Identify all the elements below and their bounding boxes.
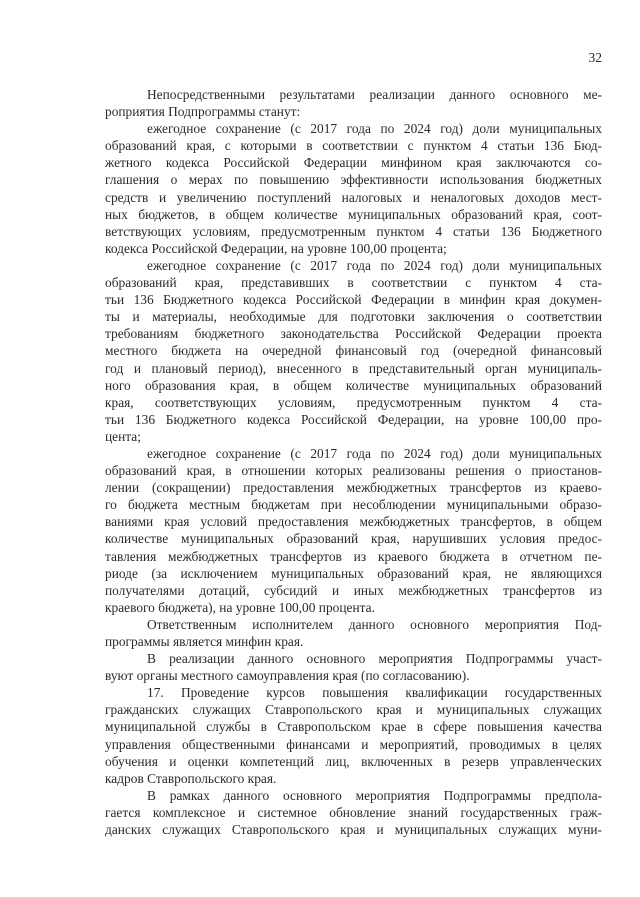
text-line: 17. Проведение курсов повышения квалификации государственных <box>147 685 602 701</box>
text-line: тьи 136 Бюджетного кодекса Российской Федерации, на уровне 100,00 про- <box>105 411 602 427</box>
text-line: цента; <box>105 428 141 444</box>
text-line: управления общественными финансами и мероприятий, проводимых в целях <box>105 736 602 752</box>
text-line: образований края, представивших в соответствии с пунктом 4 ста- <box>105 275 602 291</box>
text-line: глашения о мерах по повышению эффективности использования бюджетных <box>105 172 602 188</box>
text-line: программы является минфин края. <box>105 634 304 649</box>
text-line: образований края, с которыми в соответствии с пунктом 4 статьи 136 Бюд- <box>105 138 602 154</box>
text-line: Ответственным исполнителем данного основного мероприятия Под- <box>147 616 602 632</box>
text-line: год и плановый период), внесенного в представительный орган муниципаль- <box>105 360 602 376</box>
text-line: ежегодное сохранение (с 2017 года по 2024 год) доли муниципальных <box>147 445 602 461</box>
text-line: получателями дотаций, субсидий и иных межбюджетных трансфертов из <box>105 582 602 598</box>
body-text <box>105 86 602 838</box>
text-line: требованиям бюджетного законодательства Российской Федерации проекта <box>105 326 602 342</box>
text-line: ных бюджетов, в общем количестве муниципальных образований края, соот- <box>105 206 602 222</box>
text-line: В рамках данного основного мероприятия Подпрограммы предпола- <box>147 787 602 803</box>
text-line: ваниями края условий предоставления межбюджетных трансфертов, в общем <box>105 514 602 530</box>
text-line: лении (сокращении) предоставления межбюджетных трансфертов из краево- <box>105 480 602 496</box>
text-line: вуют органы местного самоуправления края (по согласованию). <box>105 668 470 684</box>
text-line: данских служащих Ставропольского края и муниципальных служащих муни- <box>105 822 602 838</box>
text-line: ного образования края, в общем количестве муниципальных образований <box>105 377 602 393</box>
text-line: образований края, в отношении которых реализованы решения о приостанов- <box>105 463 602 479</box>
text-line: го бюджета местным бюджетам при несоблюдении муниципальными образо- <box>105 497 602 513</box>
text-line: ежегодное сохранение (с 2017 года по 2024 год) доли муниципальных <box>147 257 602 273</box>
page-number: 32 <box>588 50 602 65</box>
text-line: кадров Ставропольского края. <box>105 770 277 786</box>
text-line: риоде (за исключением муниципальных образований края, не являющихся <box>105 565 602 581</box>
text-line: количестве муниципальных образований края, нарушивших условия предос- <box>105 531 602 547</box>
text-line: обучения и оценки компетенций лиц, включенных в резерв управленческих <box>105 753 602 769</box>
text-line: гражданских служащих Ставропольского края и муниципальных служащих <box>105 702 602 718</box>
text-line: Непосредственными результатами реализации данного основного ме- <box>147 87 602 102</box>
text-line: гается комплексное и системное обновление знаний государственных граж- <box>105 804 602 820</box>
text-line: ветствующих условиям, предусмотренным пунктом 4 статьи 136 Бюджетного <box>105 223 602 239</box>
text-line: края, соответствующих условиям, предусмотренным пунктом 4 ста- <box>105 394 602 410</box>
text-line: роприятия Подпрограммы станут: <box>105 104 301 120</box>
text-line: местного бюджета на очередной финансовый год (очередной финансовый <box>105 343 602 359</box>
text-line: ты и материалы, необходимые для подготовки заключения о соответствии <box>105 309 602 325</box>
text-line: тавления межбюджетных трансфертов из краевого бюджета в отчетном пе- <box>105 548 602 564</box>
text-line: тьи 136 Бюджетного кодекса Российской Федерации в минфин края докумен- <box>105 292 602 308</box>
text-line: средств и увеличению поступлений налоговых и неналоговых доходов мест- <box>105 189 602 205</box>
text-line: краевого бюджета), на уровне 100,00 процента. <box>105 599 375 615</box>
text-line: кодекса Российской Федерации, на уровне 100,00 процента; <box>105 240 447 256</box>
text-line: муниципальной службы в Ставропольском крае в сфере повышения качества <box>105 719 602 735</box>
text-line: жетного кодекса Российской Федерации минфином края заключаются со- <box>105 155 602 171</box>
text-line: ежегодное сохранение (с 2017 года по 2024 год) доли муниципальных <box>147 121 602 137</box>
text-line: В реализации данного основного мероприятия Подпрограммы участ- <box>147 651 602 667</box>
